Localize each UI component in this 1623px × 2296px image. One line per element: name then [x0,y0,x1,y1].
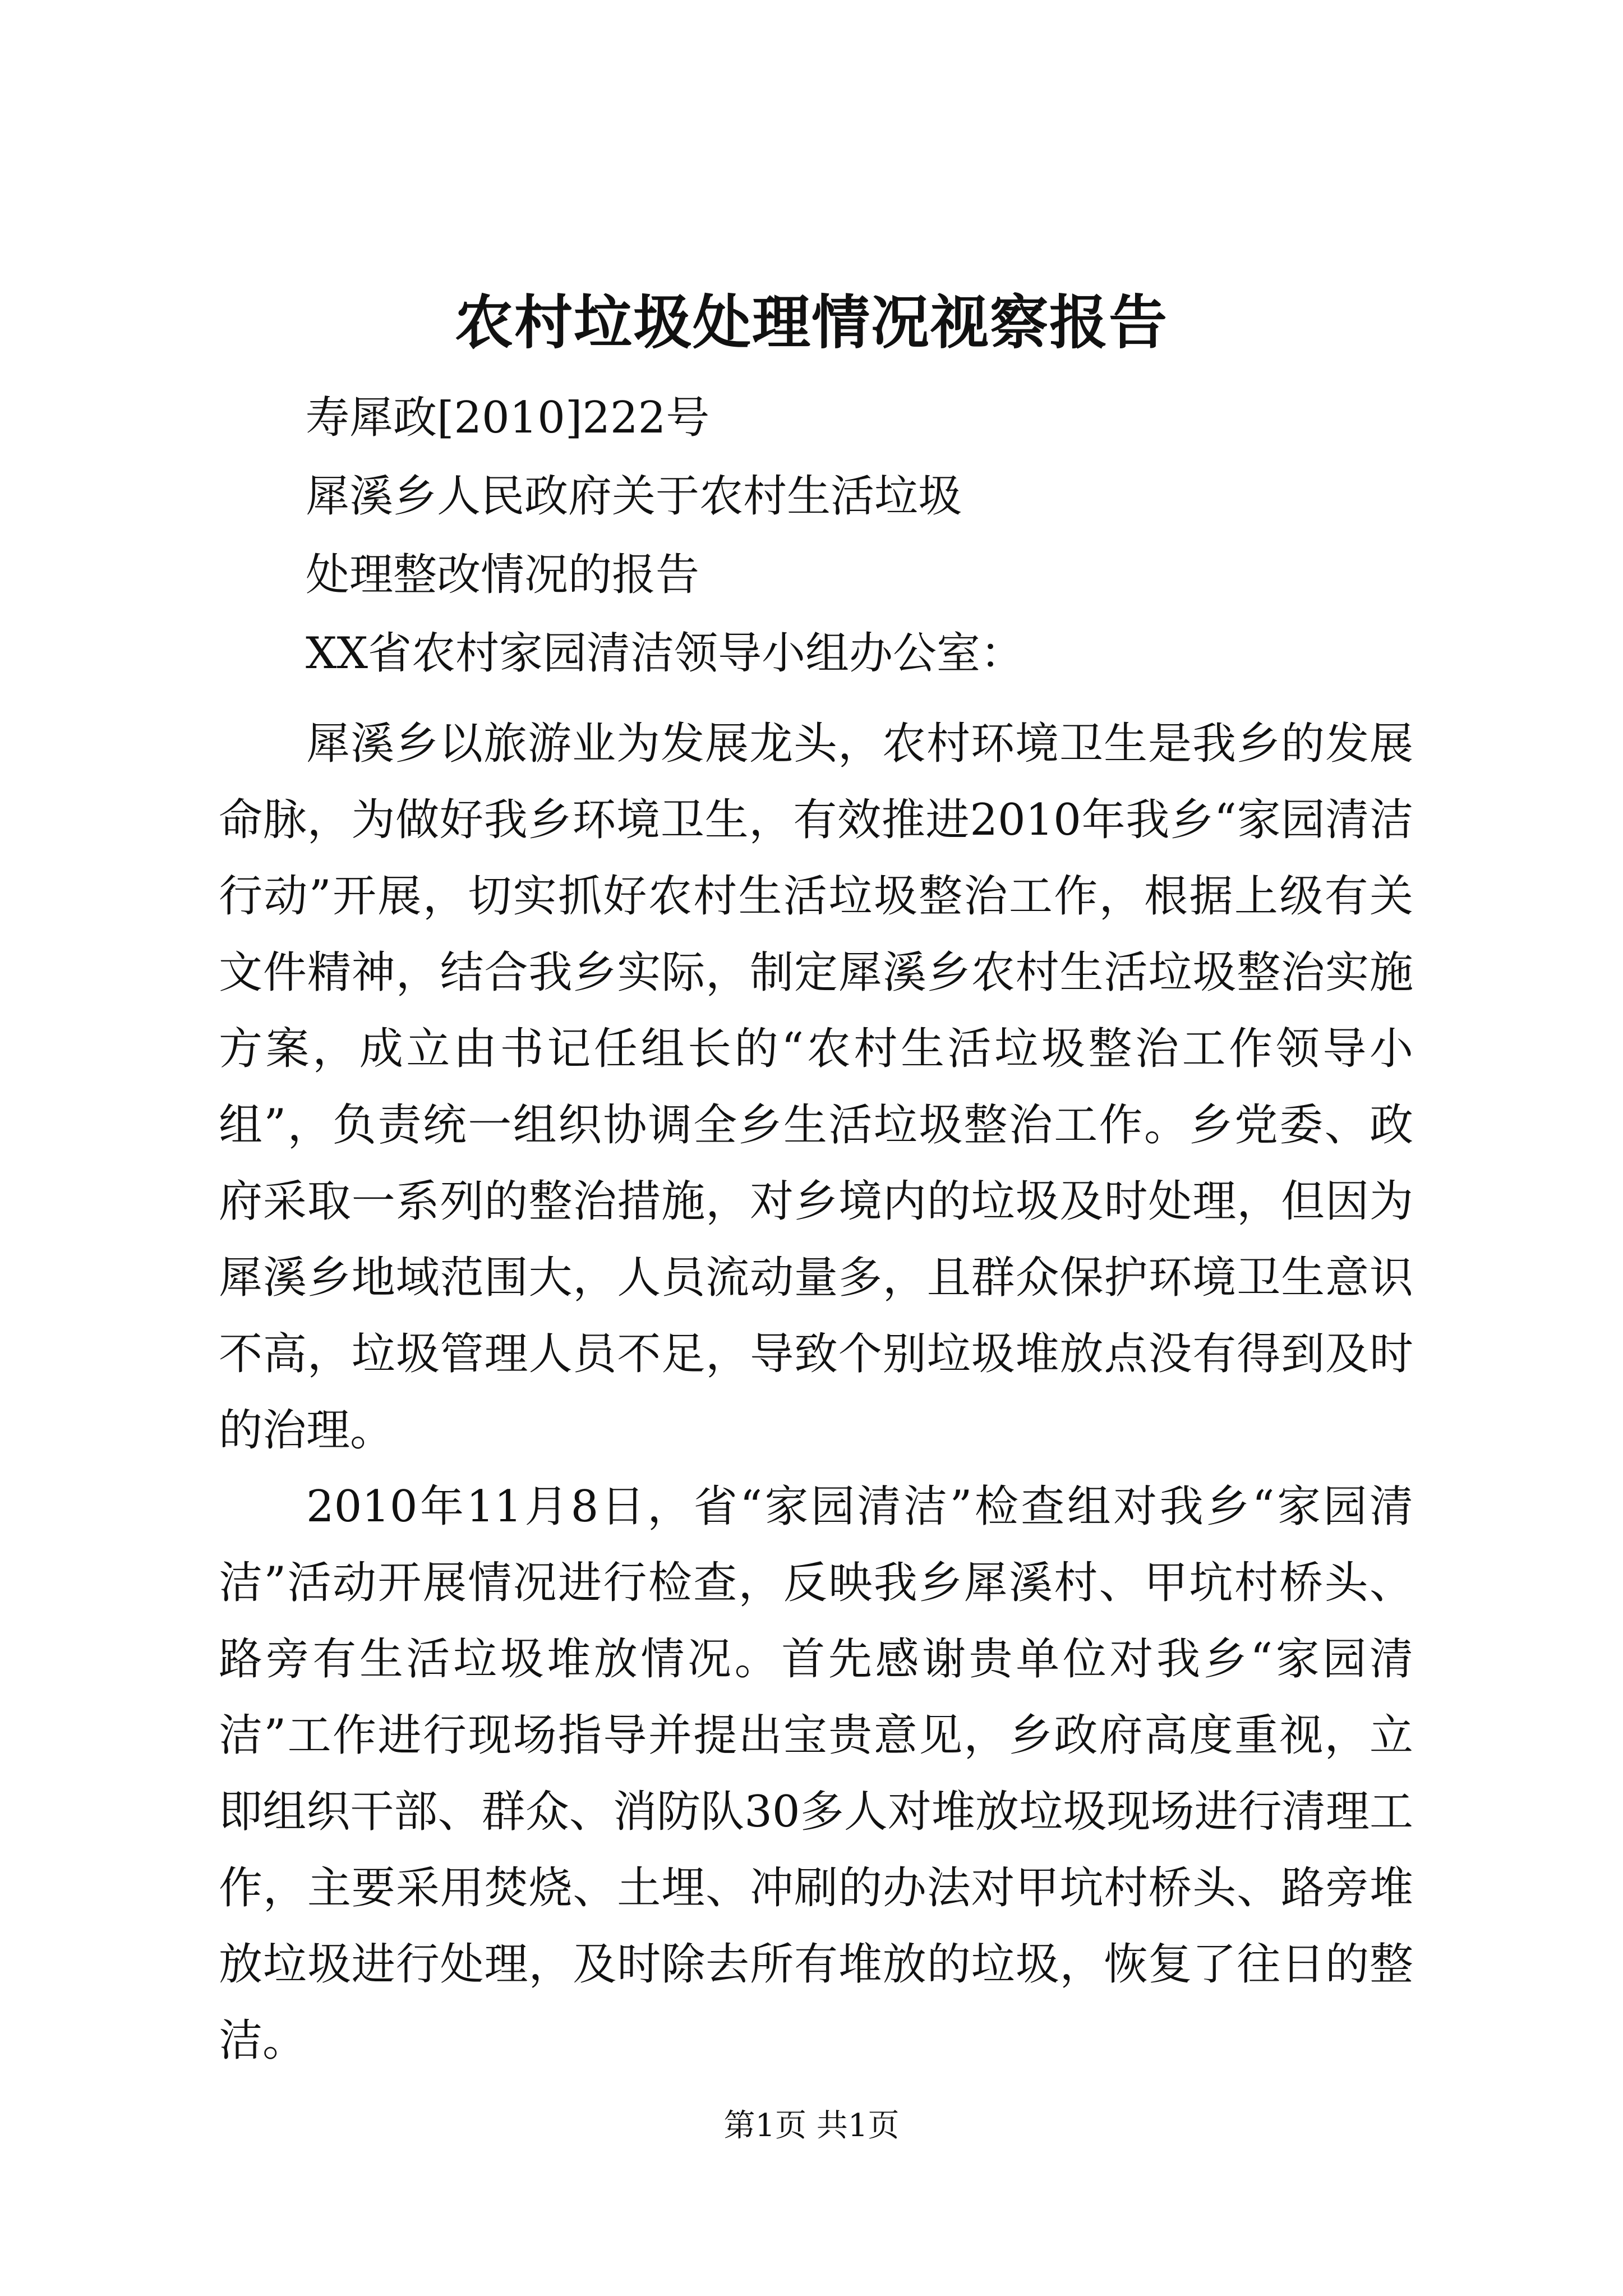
subject-line-2: 处理整改情况的报告 [306,550,700,600]
addressee: XX省农村家园清洁领导小组办公室： [306,628,1025,679]
paragraph-1: 犀溪乡以旅游业为发展龙头，农村环境卫生是我乡的发展命脉，为做好我乡环境卫生，有效推进2010年我乡“家园清洁行动”开展，切实抓好农村生活垃圾整治工作，根据上级有关文件精神，结合我乡实际，制定犀溪乡农村生活垃圾整治实施方案，成立由书记任组长的“农村生活垃圾整治工作领导小组”，负责统一组织协调全乡生活垃圾整治工作。乡党委、政府采取一系列的整治措施，对乡境内的垃圾及时处理，但因为犀溪乡地域范围大，人员流动量多，且群众保护环境卫生意识不高，垃圾管理人员不足，导致个别垃圾堆放点没有得到及时的治理。 [219,719,1413,1456]
document-number: 寿犀政[2010]222号 [306,393,710,443]
body-text [219,706,1413,2079]
document-title: 农村垃圾处理情况视察报告 [454,288,1168,357]
subject-line-1: 犀溪乡人民政府关于农村生活垃圾 [306,471,962,522]
page-footer: 第1页 共1页 [723,2108,900,2144]
paragraph-2: 2010年11月8日，省“家园清洁”检查组对我乡“家园清洁”活动开展情况进行检查，反映我乡犀溪村、甲坑村桥头、路旁有生活垃圾堆放情况。首先感谢贵单位对我乡“家园清洁”工作进行现场指导并提出宝贵意见，乡政府高度重视，立即组织干部、群众、消防队30多人对堆放垃圾现场进行清理工作，主要采用焚烧、土埋、冲刷的办法对甲坑村桥头、路旁堆放垃圾进行处理，及时除去所有堆放的垃圾，恢复了往日的整洁。 [219,1481,1413,2066]
